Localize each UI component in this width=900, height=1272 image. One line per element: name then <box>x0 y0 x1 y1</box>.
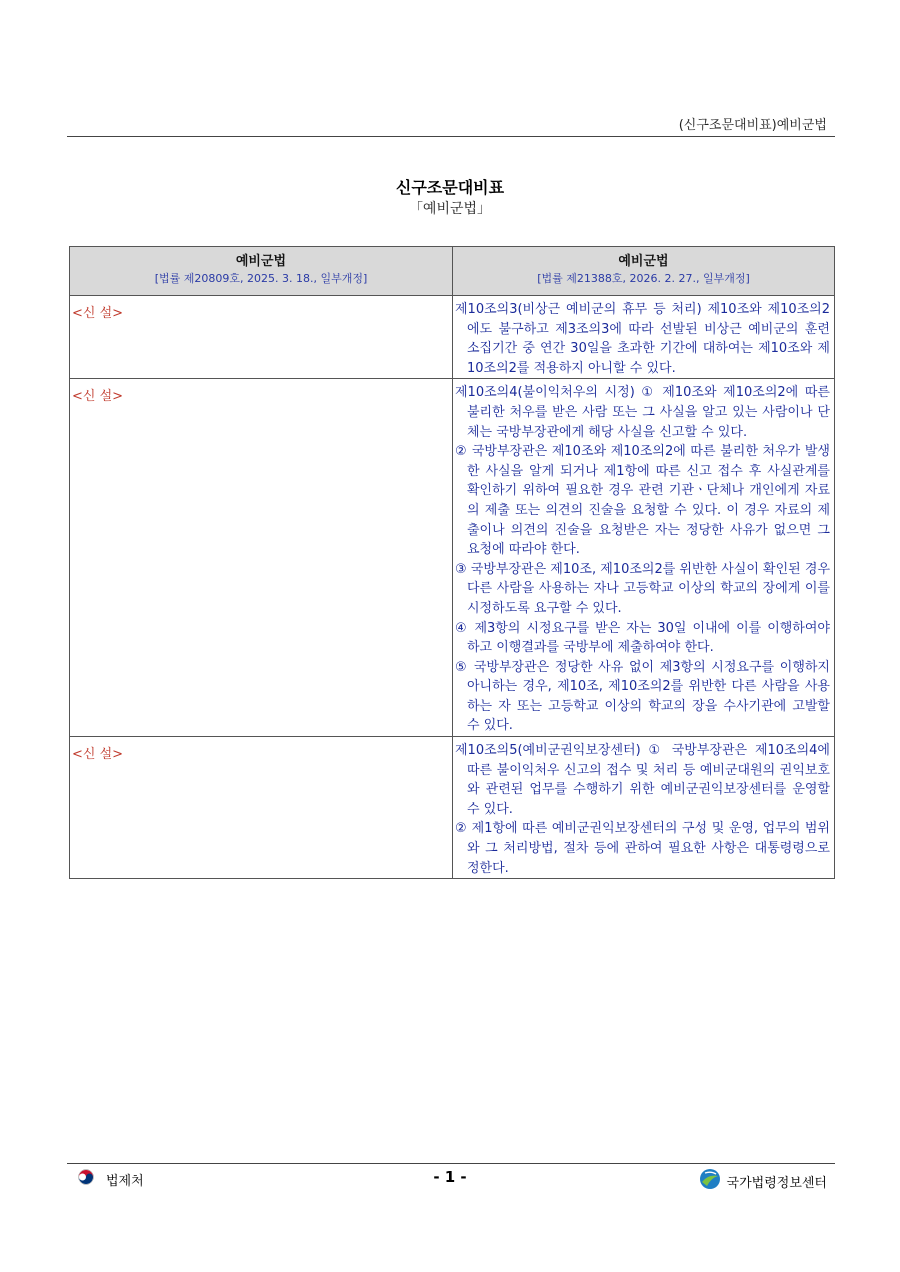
new-cell <box>453 296 835 379</box>
article-paragraph: ② 국방부장관은 제10조와 제10조의2에 따른 불리한 처우가 발생한 사실을 알게 되거나 제1항에 따른 신고 접수 후 사실관계를 확인하기 위하여 필요한 경우 관련 기관ㆍ단체나 개인에게 자료의 제출 또는 의견의 진술을 요청할 수 있다. 이 경우 자료의 제출이나 의견의 진술을 요청받은 자는 정당한 사유가 없으면 그 요청에 따라야 한다. <box>455 444 830 558</box>
page-subtitle: 「예비군법」 <box>408 201 492 217</box>
new-provision-mark: <신 설> <box>72 306 124 321</box>
new-law-name: 예비군법 <box>618 254 669 269</box>
article-paragraph: ⑤ 국방부장관은 정당한 사유 없이 제3항의 시정요구를 이행하지 아니하는 경우, 제10조, 제10조의2를 위반한 다른 사람을 사용하는 자 또는 고등학교 이상의 학교의 장을 수사기관에 고발할 수 있다. <box>455 659 830 734</box>
old-cell <box>70 379 453 737</box>
footer-right-label: 국가법령정보센터 <box>726 1175 827 1191</box>
footer-left-label: 법제처 <box>106 1173 144 1189</box>
table-header-row <box>70 247 835 296</box>
article-paragraph: ③ 국방부장관은 제10조, 제10조의2를 위반한 사실이 확인된 경우 다른 사람을 사용하는 자나 고등학교 이상의 학교의 장에게 이를 시정하도록 요구할 수 있다. <box>455 561 830 616</box>
header-divider <box>67 136 835 137</box>
footer-right <box>699 1168 827 1194</box>
globe-logo-icon <box>699 1168 721 1194</box>
page-number: - 1 - <box>433 1168 467 1186</box>
article-paragraph: 제10조의5(예비군권익보장센터) ① 국방부장관은 제10조의4에 따른 불이익처우 신고의 접수 및 처리 등 예비군대원의 권익보호와 관련된 업무를 수행하기 위한 예비군권익보장센터를 운영할 수 있다. <box>455 743 830 817</box>
table-row <box>70 737 835 879</box>
article-paragraph: ④ 제3항의 시정요구를 받은 자는 30일 이내에 이를 이행하여야 하고 이행결과를 국방부에 제출하여야 한다. <box>455 620 830 656</box>
new-provision-mark: <신 설> <box>72 389 124 405</box>
article-paragraph: 제10조의4(불이익처우의 시정) ① 제10조와 제10조의2에 따른 불리한 처우를 받은 사람 또는 그 사실을 알고 있는 사람이나 단체는 국방부장관에게 해당 사실을 신고할 수 있다. <box>455 385 830 440</box>
old-law-revision: [법률 제20809호, 2025. 3. 18., 일부개정] <box>154 272 368 285</box>
new-law-header <box>453 247 835 296</box>
comparison-table <box>69 246 835 879</box>
old-law-name: 예비군법 <box>235 254 287 269</box>
old-cell <box>70 296 453 379</box>
article-paragraph: ② 제1항에 따른 예비군권익보장센터의 구성 및 운영, 업무의 범위와 그 처리방법, 절차 등에 관하여 필요한 사항은 대통령령으로 정한다. <box>455 821 830 876</box>
table-row <box>70 379 835 737</box>
new-cell <box>453 737 835 879</box>
footer-divider <box>67 1163 835 1164</box>
new-provision-mark: <신 설> <box>72 747 124 763</box>
document-header-name: (신구조문대비표)예비군법 <box>678 118 827 133</box>
table-row <box>70 296 835 379</box>
page-title: 신구조문대비표 <box>395 178 505 197</box>
new-cell <box>453 379 835 737</box>
article-paragraph: 제10조의3(비상근 예비군의 휴무 등 처리) 제10조와 제10조의2에도 불구하고 제3조의3에 따라 선발된 비상근 예비군의 훈련 소집기간 중 연간 30일을 초과한 기간에 대하여는 제10조와 제10조의2를 적용하지 아니할 수 있다. <box>455 302 830 376</box>
new-law-revision: [법률 제21388호, 2026. 2. 27., 일부개정] <box>537 272 750 285</box>
old-cell <box>70 737 453 879</box>
old-law-header <box>70 247 453 296</box>
